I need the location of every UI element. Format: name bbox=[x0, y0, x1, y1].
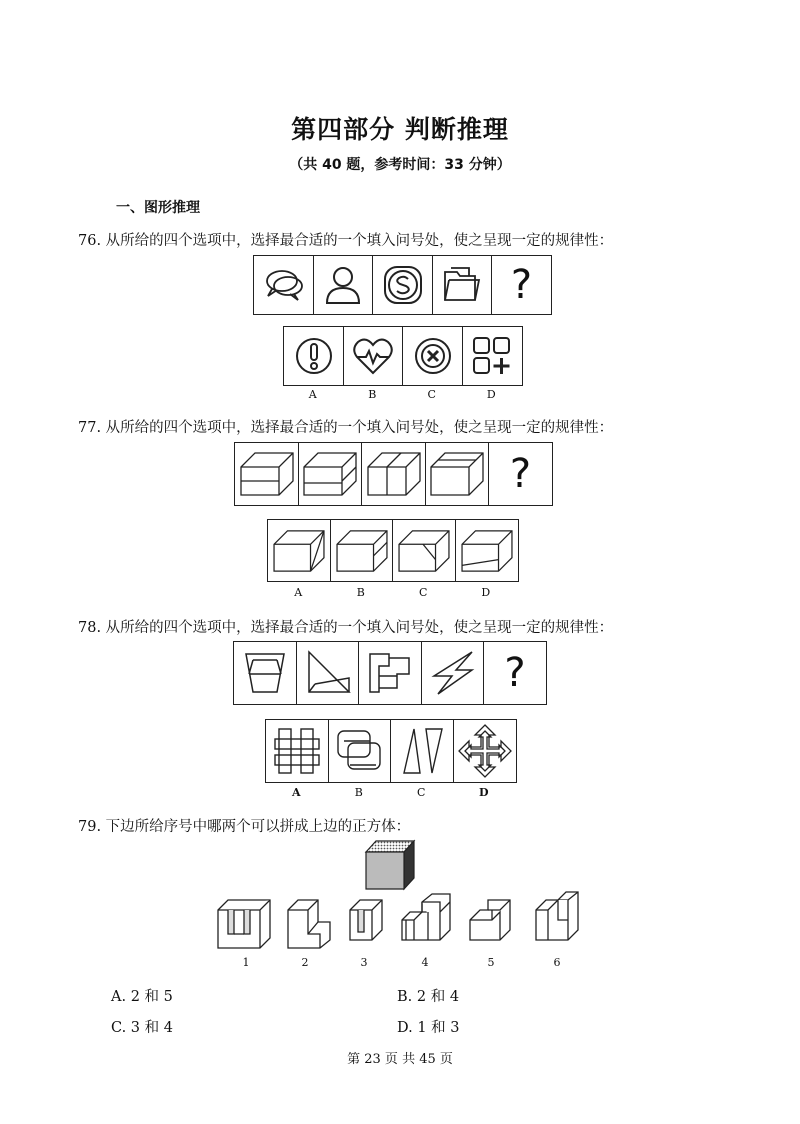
option-label: B bbox=[368, 388, 377, 401]
q77-option-labels bbox=[267, 586, 517, 599]
skype-icon bbox=[372, 255, 433, 315]
question-79-text: 79. 下边所给序号中哪两个可以拼成上边的正方体： bbox=[78, 819, 411, 835]
choice-b[interactable]: B. 2 和 4 bbox=[397, 989, 460, 1005]
apps-grid-plus-icon[interactable] bbox=[462, 326, 523, 386]
cube-figure bbox=[361, 442, 426, 506]
q77-options bbox=[267, 519, 519, 582]
option-label: A bbox=[291, 786, 301, 799]
piece-label: 4 bbox=[421, 956, 429, 969]
line-figure bbox=[233, 641, 297, 705]
piece-label: 5 bbox=[487, 956, 495, 969]
choice-d[interactable]: D. 1 和 3 bbox=[397, 1020, 460, 1036]
close-circle-icon[interactable] bbox=[402, 326, 463, 386]
option-label: D bbox=[478, 786, 489, 799]
piece-label: 2 bbox=[301, 956, 309, 969]
option-b-cube[interactable] bbox=[330, 519, 394, 582]
piece-label: 1 bbox=[242, 956, 250, 969]
option-a-figure[interactable] bbox=[265, 719, 329, 783]
choice-a[interactable]: A. 2 和 5 bbox=[111, 989, 173, 1005]
option-c-cube[interactable] bbox=[392, 519, 456, 582]
q78-option-labels bbox=[265, 786, 515, 799]
cube-figure bbox=[425, 442, 490, 506]
option-c-figure[interactable] bbox=[390, 719, 454, 783]
option-label: A bbox=[294, 586, 303, 599]
option-label: B bbox=[354, 786, 363, 799]
page-subtitle: （共 40 题，参考时间：33 分钟） bbox=[289, 157, 511, 173]
folder-icon bbox=[432, 255, 493, 315]
option-label: C bbox=[427, 388, 436, 401]
q77-sequence bbox=[234, 442, 553, 506]
line-figure bbox=[296, 641, 360, 705]
chat-bubbles-icon bbox=[253, 255, 314, 315]
option-a-cube[interactable] bbox=[267, 519, 331, 582]
user-icon bbox=[313, 255, 374, 315]
cube-figure bbox=[234, 442, 299, 506]
line-figure bbox=[421, 641, 485, 705]
exclamation-circle-icon[interactable] bbox=[283, 326, 344, 386]
question-77-text: 77. 从所给的四个选项中，选择最合适的一个填入问号处，使之呈现一定的规律性： bbox=[78, 420, 614, 436]
section-heading: 一、图形推理 bbox=[116, 200, 200, 216]
target-cube-figure bbox=[362, 838, 418, 892]
question-78-text: 78. 从所给的四个选项中，选择最合适的一个填入问号处，使之呈现一定的规律性： bbox=[78, 620, 614, 636]
option-label: A bbox=[308, 388, 317, 401]
option-d-figure[interactable] bbox=[453, 719, 517, 783]
piece-1 bbox=[218, 900, 270, 948]
piece-2 bbox=[288, 900, 330, 948]
option-b-figure[interactable] bbox=[328, 719, 392, 783]
q76-options bbox=[283, 326, 523, 386]
question-mark: ? bbox=[483, 641, 547, 705]
q76-sequence bbox=[253, 255, 552, 315]
question-mark: ? bbox=[491, 255, 552, 315]
piece-label: 3 bbox=[360, 956, 368, 969]
option-label: B bbox=[356, 586, 365, 599]
piece-label: 6 bbox=[553, 956, 561, 969]
option-label: D bbox=[486, 388, 496, 401]
choice-c[interactable]: C. 3 和 4 bbox=[111, 1020, 173, 1036]
piece-5 bbox=[470, 900, 510, 940]
option-label: D bbox=[481, 586, 491, 599]
option-label: C bbox=[419, 586, 428, 599]
option-d-cube[interactable] bbox=[455, 519, 519, 582]
piece-labels bbox=[218, 956, 590, 969]
question-76-text: 76. 从所给的四个选项中，选择最合适的一个填入问号处，使之呈现一定的规律性： bbox=[78, 233, 614, 249]
page-title: 第四部分 判断推理 bbox=[291, 115, 509, 144]
piece-3 bbox=[350, 900, 382, 940]
line-figure bbox=[358, 641, 422, 705]
q78-options bbox=[265, 719, 517, 783]
piece-6 bbox=[536, 892, 578, 940]
heart-pulse-icon[interactable] bbox=[343, 326, 404, 386]
question-mark: ? bbox=[488, 442, 553, 506]
cube-figure bbox=[298, 442, 363, 506]
piece-4 bbox=[402, 894, 450, 940]
page-footer: 第 23 页 共 45 页 bbox=[347, 1052, 453, 1067]
option-label: C bbox=[417, 786, 426, 799]
q76-option-labels bbox=[283, 388, 521, 401]
q78-sequence bbox=[233, 641, 547, 705]
